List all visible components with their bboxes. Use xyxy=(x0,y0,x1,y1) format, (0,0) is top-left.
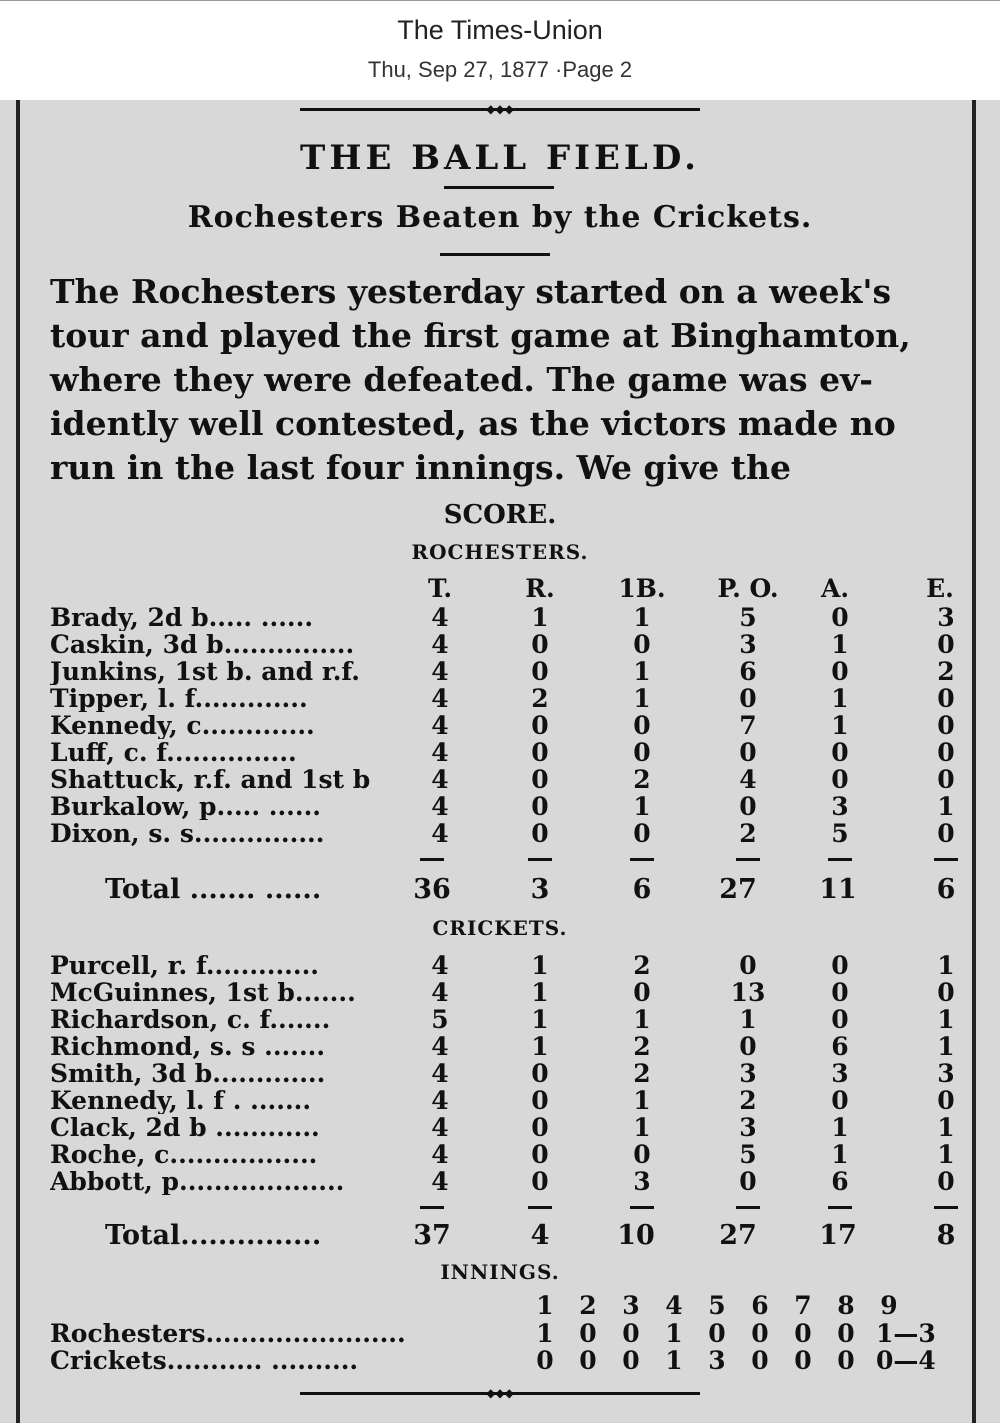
stat-cell: 1 xyxy=(937,1005,955,1034)
stat-cell: 2 xyxy=(633,765,651,794)
stat-cell: 0 xyxy=(831,1086,849,1115)
stat-cell: 4 xyxy=(431,1032,449,1061)
stat-cell: 1 xyxy=(937,951,955,980)
stat-cell: 3 xyxy=(937,1059,955,1088)
table-row xyxy=(50,1033,970,1060)
score-label: SCORE. xyxy=(443,500,557,530)
article-headline: THE BALL FIELD. xyxy=(300,138,700,178)
ornamental-rule-bottom: ◆◆◆ xyxy=(300,1392,700,1395)
stat-cell: 0 xyxy=(831,738,849,767)
column-header: A. xyxy=(820,574,850,603)
column-rule-left xyxy=(16,100,20,1423)
stat-cell: 1 xyxy=(633,1005,651,1034)
inning-number: 1 xyxy=(536,1291,554,1320)
stat-cell: 1 xyxy=(937,1140,955,1169)
column-header: R. xyxy=(525,574,555,603)
stat-cell: 0 xyxy=(739,684,757,713)
stat-cell: 4 xyxy=(431,1167,449,1196)
player-name: Dixon, s. s............... xyxy=(50,820,325,847)
table-row xyxy=(50,1114,970,1141)
stat-cell: 7 xyxy=(739,711,757,740)
table-row xyxy=(50,712,970,739)
stat-cell: 6 xyxy=(831,1167,849,1196)
stat-cell: 0 xyxy=(531,1059,549,1088)
player-name: Shattuck, r.f. and 1st b xyxy=(50,766,371,793)
table-row xyxy=(50,1006,970,1033)
stat-cell: 4 xyxy=(431,630,449,659)
publication-title: The Times-Union xyxy=(397,15,603,45)
total-rule xyxy=(528,1206,552,1209)
inning-number: 8 xyxy=(837,1291,855,1320)
stat-cell: 0 xyxy=(531,819,549,848)
total-rule xyxy=(934,1206,958,1209)
stat-cell: 0 xyxy=(531,711,549,740)
stat-cell: 5 xyxy=(739,1140,757,1169)
stat-cell: 4 xyxy=(431,1113,449,1142)
stat-cell: 1 xyxy=(831,684,849,713)
total-label: Total ....... ...... xyxy=(105,874,322,905)
table-row xyxy=(50,1168,970,1195)
table-row xyxy=(50,739,970,766)
stat-cell: 4 xyxy=(431,1059,449,1088)
stat-cell: 4 xyxy=(431,711,449,740)
article-body xyxy=(50,270,950,490)
newspaper-clipping xyxy=(0,100,1000,1423)
stat-cell: 1 xyxy=(633,684,651,713)
stat-cell: 0 xyxy=(831,765,849,794)
stat-cell: 6 xyxy=(739,657,757,686)
player-name: Roche, c................. xyxy=(50,1141,318,1168)
innings-header-row xyxy=(50,1292,970,1319)
player-name: Kennedy, c............. xyxy=(50,712,315,739)
stat-cell: 4 xyxy=(431,603,449,632)
body-line: run in the last four innings. We give the xyxy=(50,448,791,487)
total-rule xyxy=(630,1206,654,1209)
body-line: where they were defeated. The game was ev- xyxy=(50,360,873,399)
stat-cell: 0 xyxy=(937,1086,955,1115)
stat-cell: 5 xyxy=(739,603,757,632)
total-rule xyxy=(420,1206,444,1209)
stat-cell: 4 xyxy=(431,1140,449,1169)
inning-run: 0 xyxy=(751,1346,769,1375)
table-row xyxy=(50,766,970,793)
total-cell: 8 xyxy=(936,1220,956,1251)
table-row xyxy=(50,1141,970,1168)
total-rule xyxy=(736,858,760,861)
stat-cell: 1 xyxy=(633,603,651,632)
stat-cell: 0 xyxy=(633,1140,651,1169)
stat-cell: 1 xyxy=(831,1140,849,1169)
stat-cell: 0 xyxy=(831,951,849,980)
clipping-header xyxy=(0,0,1000,101)
stat-cell: 0 xyxy=(831,1005,849,1034)
inning-run: 0 xyxy=(794,1346,812,1375)
body-line: idently well contested, as the victors made no xyxy=(50,404,896,443)
stat-cell: 5 xyxy=(831,819,849,848)
article-subheadline: Rochesters Beaten by the Crickets. xyxy=(187,200,813,235)
inning-run: 1 xyxy=(665,1346,683,1375)
total-cell: 36 xyxy=(413,874,451,905)
player-name: Richardson, c. f....... xyxy=(50,1006,331,1033)
total-cell: 11 xyxy=(819,874,857,905)
stat-cell: 0 xyxy=(531,1113,549,1142)
inning-run: 0 xyxy=(622,1346,640,1375)
stat-cell: 3 xyxy=(739,630,757,659)
table-row xyxy=(50,979,970,1006)
inning-run: 0 xyxy=(751,1319,769,1348)
table-row xyxy=(50,1087,970,1114)
inning-run: 0 xyxy=(579,1319,597,1348)
total-rule xyxy=(736,1206,760,1209)
stat-cell: 5 xyxy=(431,1005,449,1034)
inning-run: 0 xyxy=(794,1319,812,1348)
player-name: Richmond, s. s ....... xyxy=(50,1033,326,1060)
total-cell: 37 xyxy=(413,1220,451,1251)
stat-cell: 3 xyxy=(937,603,955,632)
stat-cell: 1 xyxy=(633,1113,651,1142)
table-row xyxy=(50,685,970,712)
inning-run: 3 xyxy=(708,1346,726,1375)
innings-row xyxy=(50,1320,970,1347)
headline-divider xyxy=(444,186,554,189)
player-name: McGuinnes, 1st b....... xyxy=(50,979,356,1006)
stat-cell: 2 xyxy=(633,1059,651,1088)
stat-cell: 1 xyxy=(531,1005,549,1034)
stat-cell: 4 xyxy=(739,765,757,794)
total-cell: 4 xyxy=(530,1220,550,1251)
stat-cell: 1 xyxy=(633,657,651,686)
player-name: Clack, 2d b ............ xyxy=(50,1114,320,1141)
inning-number: 6 xyxy=(751,1291,769,1320)
total-cell: 10 xyxy=(617,1220,655,1251)
inning-number: 3 xyxy=(622,1291,640,1320)
column-header: E. xyxy=(926,574,954,603)
stat-cell: 4 xyxy=(431,684,449,713)
stat-cell: 4 xyxy=(431,657,449,686)
subheadline-divider xyxy=(440,253,550,256)
stat-cell: 1 xyxy=(831,1113,849,1142)
total-cell: 17 xyxy=(819,1220,857,1251)
stat-cell: 0 xyxy=(531,657,549,686)
inning-number: 4 xyxy=(665,1291,683,1320)
total-rule xyxy=(528,858,552,861)
stat-cell: 4 xyxy=(431,951,449,980)
stat-cell: 3 xyxy=(633,1167,651,1196)
innings-row xyxy=(50,1347,970,1374)
player-name: Junkins, 1st b. and r.f. xyxy=(50,658,360,685)
stat-cell: 1 xyxy=(531,603,549,632)
total-rule xyxy=(828,858,852,861)
stat-cell: 4 xyxy=(431,1086,449,1115)
inning-run: 0 xyxy=(579,1346,597,1375)
ornamental-rule-top: ◆◆◆ xyxy=(300,108,700,111)
stat-cell: 0 xyxy=(831,657,849,686)
stat-cell: 2 xyxy=(531,684,549,713)
player-name: Tipper, l. f............. xyxy=(50,685,308,712)
team-name: Crickets........... .......... xyxy=(50,1347,359,1374)
total-rule xyxy=(934,858,958,861)
total-cell: 27 xyxy=(719,874,757,905)
rochesters-label: ROCHESTERS. xyxy=(411,540,589,564)
player-name: Abbott, p................... xyxy=(50,1168,345,1195)
stat-cell: 0 xyxy=(831,603,849,632)
team-name: Rochesters....................... xyxy=(50,1320,406,1347)
inning-number: 5 xyxy=(708,1291,726,1320)
innings-label: INNINGS. xyxy=(440,1260,560,1284)
stat-cell: 2 xyxy=(633,951,651,980)
table-row xyxy=(50,658,970,685)
total-cell: 27 xyxy=(719,1220,757,1251)
inning-run: 0 xyxy=(837,1319,855,1348)
stat-cell: 1 xyxy=(937,1113,955,1142)
column-rule-right xyxy=(972,100,976,1423)
stat-cell: 4 xyxy=(431,978,449,1007)
stat-cell: 3 xyxy=(739,1113,757,1142)
table-row xyxy=(50,1060,970,1087)
stat-cell: 4 xyxy=(431,792,449,821)
total-cell: 6 xyxy=(936,874,956,905)
stat-cell: 2 xyxy=(633,1032,651,1061)
inning-number: 2 xyxy=(579,1291,597,1320)
stat-cell: 0 xyxy=(937,978,955,1007)
table-row xyxy=(50,631,970,658)
stat-cell: 4 xyxy=(431,738,449,767)
inning-run: 0—4 xyxy=(876,1346,936,1375)
body-line: The Rochesters yesterday started on a week's xyxy=(50,272,892,311)
stat-cell: 13 xyxy=(730,978,766,1007)
stat-cell: 0 xyxy=(531,1140,549,1169)
total-rule xyxy=(420,858,444,861)
inning-run: 0 xyxy=(837,1346,855,1375)
total-cell: 6 xyxy=(632,874,652,905)
stat-cell: 0 xyxy=(633,819,651,848)
total-rule xyxy=(630,858,654,861)
table-row xyxy=(50,820,970,847)
inning-run: 0 xyxy=(708,1319,726,1348)
stat-cell: 0 xyxy=(831,978,849,1007)
stat-cell: 0 xyxy=(937,1167,955,1196)
stat-cell: 1 xyxy=(531,978,549,1007)
column-header: T. xyxy=(427,574,453,603)
stat-cell: 2 xyxy=(739,819,757,848)
stat-cell: 0 xyxy=(739,792,757,821)
total-label: Total............... xyxy=(105,1220,322,1251)
stat-cell: 0 xyxy=(633,630,651,659)
stat-cell: 0 xyxy=(739,951,757,980)
stat-cell: 1 xyxy=(831,711,849,740)
column-header: 1B. xyxy=(618,574,666,603)
stat-cell: 1 xyxy=(531,951,549,980)
stat-cell: 2 xyxy=(937,657,955,686)
stat-cell: 0 xyxy=(531,792,549,821)
stat-cell: 1 xyxy=(531,1032,549,1061)
stat-cell: 0 xyxy=(633,978,651,1007)
stat-cell: 0 xyxy=(937,630,955,659)
stat-cell: 0 xyxy=(531,738,549,767)
publication-dateline: Thu, Sep 27, 1877 ·Page 2 xyxy=(367,57,633,82)
crickets-label: CRICKETS. xyxy=(432,916,568,940)
stat-cell: 0 xyxy=(937,738,955,767)
stat-cell: 0 xyxy=(531,1086,549,1115)
stat-cell: 0 xyxy=(739,1167,757,1196)
player-name: Purcell, r. f............. xyxy=(50,952,319,979)
stat-cell: 3 xyxy=(831,1059,849,1088)
stat-cell: 0 xyxy=(531,1167,549,1196)
stat-cell: 1 xyxy=(937,1032,955,1061)
stat-cell: 4 xyxy=(431,765,449,794)
stat-cell: 0 xyxy=(633,711,651,740)
stat-cell: 1 xyxy=(633,1086,651,1115)
table-row xyxy=(50,952,970,979)
stat-cell: 2 xyxy=(739,1086,757,1115)
stat-cell: 1 xyxy=(739,1005,757,1034)
player-name: Burkalow, p..... ...... xyxy=(50,793,321,820)
stat-cell: 0 xyxy=(739,1032,757,1061)
stat-cell: 4 xyxy=(431,819,449,848)
player-name: Caskin, 3d b............... xyxy=(50,631,355,658)
box-score-column-headers xyxy=(0,574,1000,602)
inning-number: 9 xyxy=(880,1291,898,1320)
stat-cell: 0 xyxy=(531,765,549,794)
total-cell: 3 xyxy=(530,874,550,905)
player-name: Kennedy, l. f . ....... xyxy=(50,1087,312,1114)
total-rule xyxy=(828,1206,852,1209)
stat-cell: 6 xyxy=(831,1032,849,1061)
player-name: Smith, 3d b............. xyxy=(50,1060,326,1087)
body-line: tour and played the first game at Binghamton, xyxy=(50,316,911,355)
stat-cell: 0 xyxy=(633,738,651,767)
inning-run: 0 xyxy=(622,1319,640,1348)
stat-cell: 3 xyxy=(739,1059,757,1088)
stat-cell: 0 xyxy=(937,819,955,848)
stat-cell: 0 xyxy=(937,711,955,740)
inning-run: 1 xyxy=(665,1319,683,1348)
inning-run: 0 xyxy=(536,1346,554,1375)
stat-cell: 1 xyxy=(831,630,849,659)
stat-cell: 1 xyxy=(633,792,651,821)
inning-run: 1—3 xyxy=(876,1319,936,1348)
inning-run: 1 xyxy=(536,1319,554,1348)
column-header: P. O. xyxy=(717,574,779,603)
stat-cell: 0 xyxy=(531,630,549,659)
stat-cell: 3 xyxy=(831,792,849,821)
stat-cell: 0 xyxy=(937,684,955,713)
inning-number: 7 xyxy=(794,1291,812,1320)
stat-cell: 1 xyxy=(937,792,955,821)
player-name: Luff, c. f............... xyxy=(50,739,297,766)
stat-cell: 0 xyxy=(937,765,955,794)
table-row xyxy=(50,604,970,631)
player-name: Brady, 2d b..... ...... xyxy=(50,604,314,631)
stat-cell: 0 xyxy=(739,738,757,767)
table-row xyxy=(50,793,970,820)
